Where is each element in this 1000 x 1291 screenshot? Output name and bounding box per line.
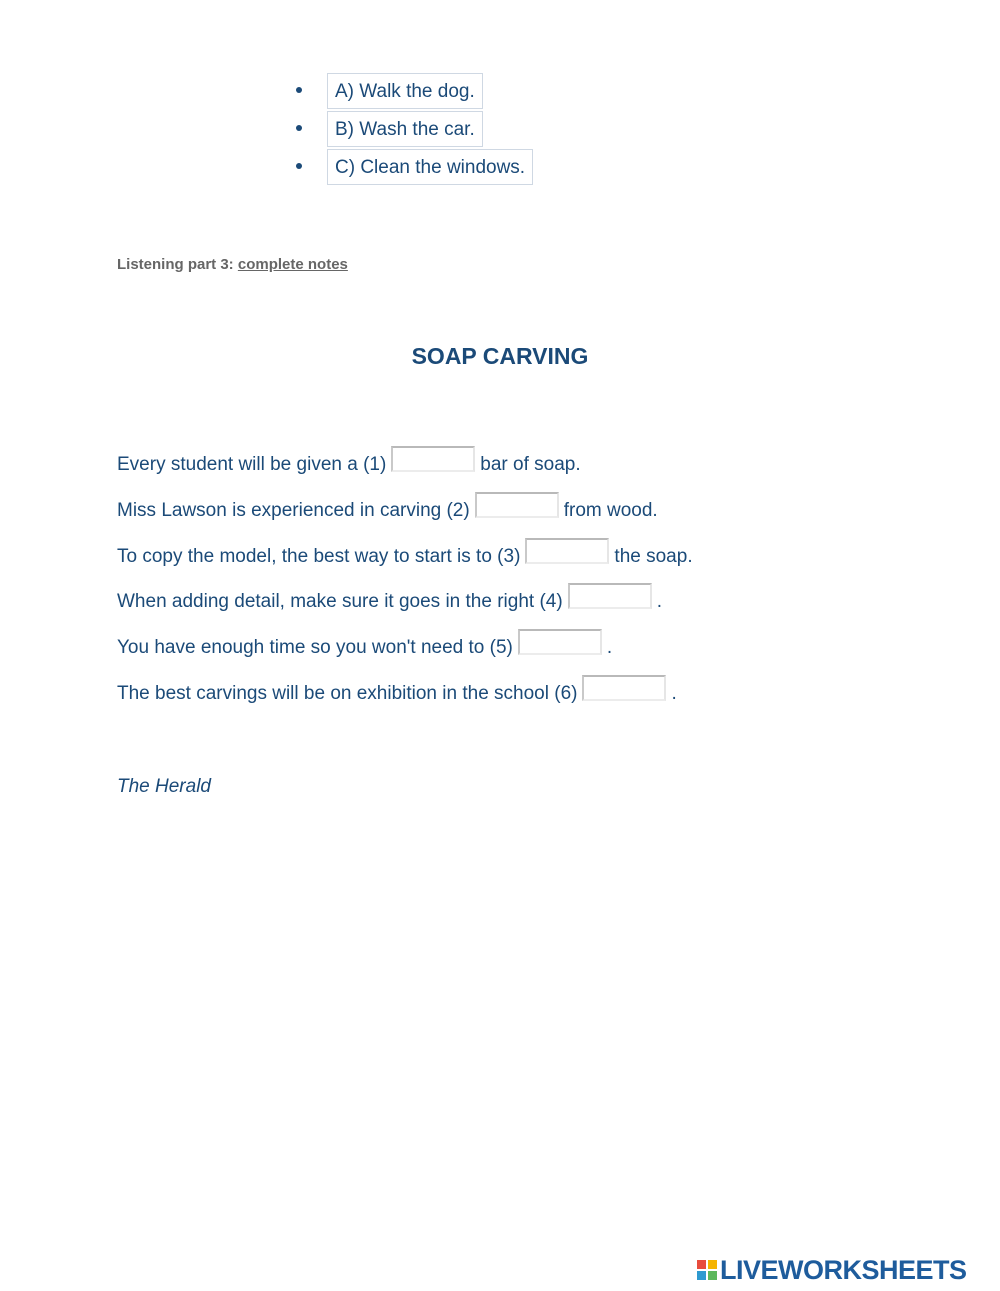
note-line-5 [117, 633, 612, 663]
note-text-before: Miss Lawson is experienced in carving (2) [117, 500, 470, 521]
page-title: SOAP CARVING [411, 343, 589, 369]
note-line-6 [117, 679, 677, 709]
logo-block [697, 1271, 706, 1280]
section-heading-prefix: Listening part 3: [117, 256, 234, 273]
note-text-before: When adding detail, make sure it goes in the right (4) [117, 591, 563, 612]
note-text-before: Every student will be given a (1) [117, 454, 387, 475]
bullet-icon [296, 163, 302, 169]
option-a-button[interactable]: A) Walk the dog. [327, 73, 483, 109]
logo-block [697, 1260, 706, 1269]
note-text-after: bar of soap. [480, 454, 581, 475]
answer-input-3[interactable] [525, 538, 609, 564]
liveworksheets-logo [697, 1255, 967, 1285]
note-text-after: . [671, 683, 677, 704]
source-label: The Herald [117, 776, 211, 797]
note-text-before: The best carvings will be on exhibition in the school (6) [117, 683, 578, 704]
logo-block [708, 1271, 717, 1280]
logo-block [708, 1260, 717, 1269]
note-text-after: . [656, 591, 662, 612]
note-text-after: from wood. [563, 500, 658, 521]
logo-blocks-icon [697, 1260, 717, 1280]
answer-input-6[interactable] [582, 675, 666, 701]
note-text-before: You have enough time so you won't need to (5) [117, 637, 513, 658]
option-b-button[interactable]: B) Wash the car. [327, 111, 483, 147]
note-text-after: . [606, 637, 613, 658]
option-c-button[interactable]: C) Clean the windows. [327, 149, 533, 185]
answer-input-5[interactable] [518, 629, 602, 655]
section-heading [117, 256, 348, 273]
bullet-icon [296, 125, 302, 131]
answer-input-1[interactable] [391, 446, 475, 472]
note-text-after: the soap. [614, 546, 693, 567]
note-line-4 [117, 587, 662, 617]
answer-input-4[interactable] [568, 583, 652, 609]
note-text-before: To copy the model, the best way to start is to (3) [117, 546, 521, 567]
section-heading-link: complete notes [237, 256, 348, 273]
bullet-icon [296, 87, 302, 93]
note-line-3 [117, 542, 693, 572]
note-line-1 [117, 450, 581, 480]
logo-text: LIVEWORKSHEETS [720, 1254, 967, 1285]
note-line-2 [117, 496, 658, 526]
answer-input-2[interactable] [475, 492, 559, 518]
